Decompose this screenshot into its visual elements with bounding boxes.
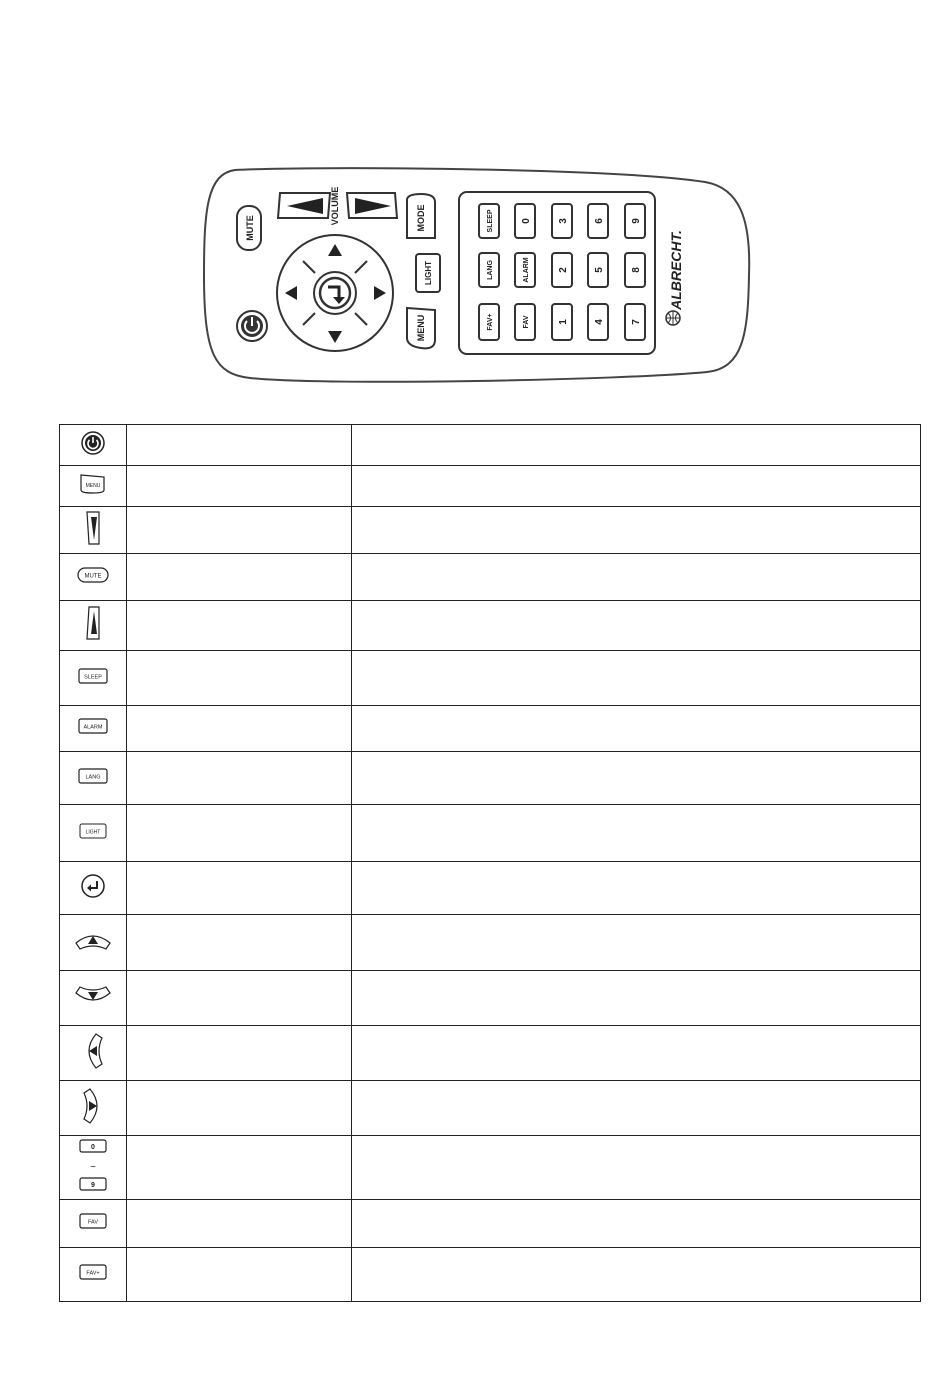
remote-control-illustration bbox=[195, 160, 755, 390]
arrow-up-icon bbox=[73, 929, 113, 951]
svg-text:LANG: LANG bbox=[487, 260, 494, 280]
svg-text:5: 5 bbox=[594, 267, 605, 273]
table-row bbox=[60, 971, 921, 1026]
key-name-cell bbox=[127, 805, 352, 862]
key-fav-plus[interactable] bbox=[479, 304, 499, 340]
key-2[interactable] bbox=[552, 253, 572, 287]
svg-text:SLEEP: SLEEP bbox=[84, 674, 102, 680]
brand-logo-text: ALBRECHT. bbox=[668, 230, 684, 310]
key-description-cell bbox=[352, 1136, 921, 1200]
key-4[interactable] bbox=[588, 304, 608, 340]
key-name-cell bbox=[127, 915, 352, 971]
svg-text:FAV+: FAV+ bbox=[487, 313, 494, 331]
key-name-cell bbox=[127, 554, 352, 601]
table-row bbox=[60, 466, 921, 507]
enter-button[interactable] bbox=[314, 272, 356, 314]
table-row bbox=[60, 862, 921, 915]
svg-text:ALARM: ALARM bbox=[523, 257, 530, 283]
key-description-cell bbox=[352, 915, 921, 971]
digit-keys-icon bbox=[78, 1138, 108, 1192]
key-description-cell bbox=[352, 862, 921, 915]
key-6[interactable] bbox=[588, 204, 608, 238]
key-function-table bbox=[59, 424, 921, 1302]
table-row bbox=[60, 601, 921, 651]
table-row bbox=[60, 1136, 921, 1200]
svg-text:FAV: FAV bbox=[88, 1219, 98, 1226]
key-description-cell bbox=[352, 1248, 921, 1302]
key-name-cell bbox=[127, 466, 352, 507]
key-description-cell bbox=[352, 805, 921, 862]
table-row bbox=[60, 915, 921, 971]
key-name-cell bbox=[127, 1248, 352, 1302]
mute-key-icon bbox=[76, 565, 110, 585]
table-row bbox=[60, 1081, 921, 1136]
key-description-cell bbox=[352, 507, 921, 554]
volume-up-button[interactable] bbox=[347, 193, 397, 218]
menu-key-icon bbox=[78, 473, 108, 495]
lang-key-icon bbox=[77, 766, 109, 786]
alarm-key-icon bbox=[77, 716, 109, 736]
key-name-cell bbox=[127, 752, 352, 805]
key-alarm[interactable] bbox=[515, 253, 535, 287]
svg-text:0: 0 bbox=[521, 218, 532, 224]
svg-text:~: ~ bbox=[90, 1162, 96, 1173]
volume-label: VOLUME bbox=[330, 186, 340, 226]
svg-text:0: 0 bbox=[91, 1144, 95, 1151]
key-name-cell bbox=[127, 1200, 352, 1248]
key-0[interactable] bbox=[515, 204, 535, 238]
svg-text:7: 7 bbox=[631, 319, 642, 325]
svg-text:6: 6 bbox=[594, 218, 605, 224]
key-name-cell bbox=[127, 1026, 352, 1081]
arrow-down-icon bbox=[73, 985, 113, 1007]
menu-label: MENU bbox=[416, 314, 426, 342]
volume-up-icon bbox=[84, 605, 102, 641]
svg-text:LIGHT: LIGHT bbox=[85, 829, 101, 835]
dpad bbox=[277, 235, 393, 351]
key-description-cell bbox=[352, 425, 921, 466]
svg-text:MUTE: MUTE bbox=[84, 573, 102, 579]
svg-text:9: 9 bbox=[91, 1182, 95, 1189]
table-row bbox=[60, 805, 921, 862]
mode-button[interactable] bbox=[407, 194, 435, 238]
fav-key-icon bbox=[78, 1211, 108, 1231]
key-3[interactable] bbox=[552, 204, 572, 238]
key-name-cell bbox=[127, 706, 352, 752]
enter-icon bbox=[80, 873, 106, 899]
table-row bbox=[60, 706, 921, 752]
mute-button[interactable] bbox=[237, 206, 261, 250]
mute-label: MUTE bbox=[245, 215, 255, 241]
mode-label: MODE bbox=[416, 204, 426, 232]
key-sleep[interactable] bbox=[479, 204, 499, 238]
svg-text:1: 1 bbox=[558, 319, 569, 325]
svg-text:9: 9 bbox=[631, 218, 642, 224]
key-description-cell bbox=[352, 752, 921, 805]
svg-text:3: 3 bbox=[558, 218, 569, 224]
key-description-cell bbox=[352, 1081, 921, 1136]
key-description-cell bbox=[352, 651, 921, 706]
svg-text:8: 8 bbox=[631, 267, 642, 273]
key-description-cell bbox=[352, 971, 921, 1026]
table-row bbox=[60, 1248, 921, 1302]
svg-text:4: 4 bbox=[594, 319, 605, 325]
power-icon bbox=[81, 431, 105, 455]
key-description-cell bbox=[352, 1200, 921, 1248]
key-8[interactable] bbox=[625, 253, 645, 287]
key-name-cell bbox=[127, 425, 352, 466]
key-name-cell bbox=[127, 1081, 352, 1136]
key-name-cell bbox=[127, 651, 352, 706]
volume-down-icon bbox=[84, 510, 102, 546]
fav-plus-key-icon bbox=[78, 1262, 108, 1282]
table-row bbox=[60, 651, 921, 706]
key-1[interactable] bbox=[552, 304, 572, 340]
svg-text:FAV+: FAV+ bbox=[86, 1270, 100, 1277]
key-name-cell bbox=[127, 862, 352, 915]
brand-globe-icon bbox=[666, 311, 680, 325]
svg-text:LANG: LANG bbox=[85, 774, 101, 780]
light-button[interactable] bbox=[416, 254, 440, 292]
svg-text:FAV: FAV bbox=[523, 315, 530, 329]
volume-down-button[interactable] bbox=[278, 193, 330, 218]
arrow-left-icon bbox=[82, 1031, 104, 1071]
key-description-cell bbox=[352, 554, 921, 601]
table-row bbox=[60, 1026, 921, 1081]
key-fav[interactable] bbox=[515, 304, 535, 340]
sleep-key-icon bbox=[77, 666, 109, 686]
key-9[interactable] bbox=[625, 204, 645, 238]
key-description-cell bbox=[352, 601, 921, 651]
key-name-cell bbox=[127, 1136, 352, 1200]
key-5[interactable] bbox=[588, 253, 608, 287]
table-row bbox=[60, 554, 921, 601]
key-name-cell bbox=[127, 971, 352, 1026]
key-description-cell bbox=[352, 466, 921, 507]
key-name-cell bbox=[127, 507, 352, 554]
power-button[interactable] bbox=[237, 311, 267, 341]
table-row bbox=[60, 507, 921, 554]
svg-text:ALARM: ALARM bbox=[83, 724, 103, 731]
arrow-right-icon bbox=[82, 1086, 104, 1126]
svg-text:2: 2 bbox=[558, 267, 569, 273]
svg-text:MENU: MENU bbox=[85, 482, 101, 489]
svg-text:SLEEP: SLEEP bbox=[487, 209, 494, 233]
key-lang[interactable] bbox=[479, 253, 499, 287]
light-key-icon bbox=[78, 821, 108, 841]
table-row bbox=[60, 425, 921, 466]
table-row bbox=[60, 1200, 921, 1248]
key-name-cell bbox=[127, 601, 352, 651]
key-description-cell bbox=[352, 706, 921, 752]
key-description-cell bbox=[352, 1026, 921, 1081]
table-row bbox=[60, 752, 921, 805]
key-7[interactable] bbox=[625, 304, 645, 340]
menu-button[interactable] bbox=[407, 308, 435, 348]
light-label: LIGHT bbox=[424, 261, 433, 285]
